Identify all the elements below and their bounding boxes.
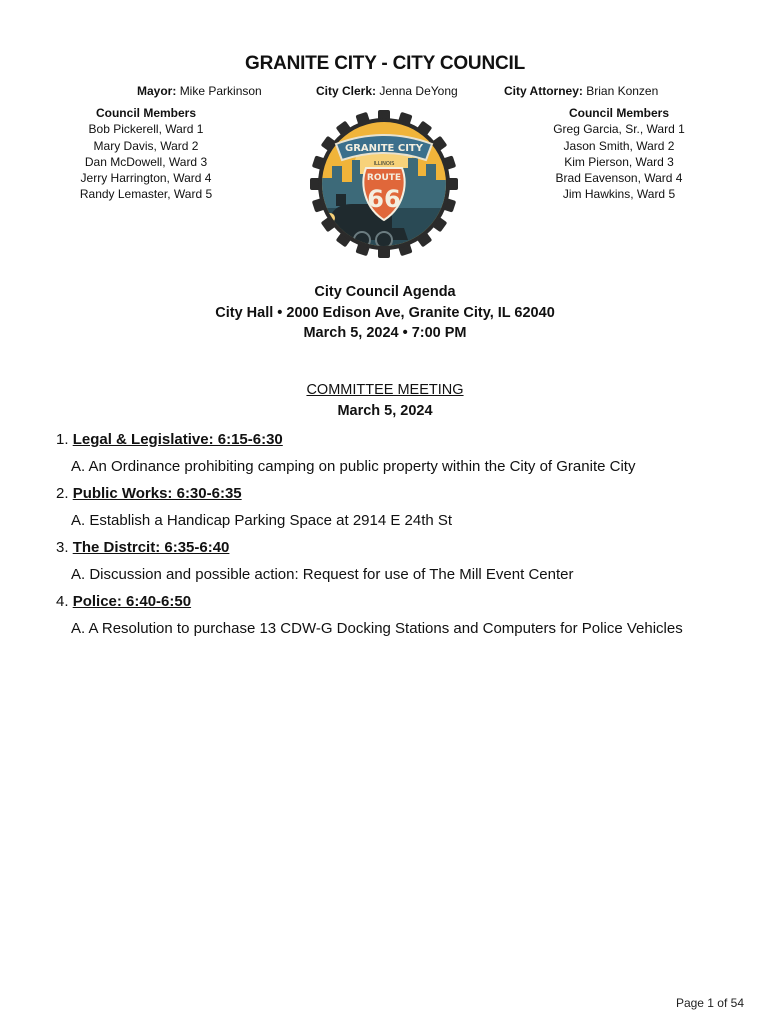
agenda-item xyxy=(56,538,716,585)
item-label: Police: 6:40-6:50 xyxy=(72,593,192,610)
mayor-label: Mayor: xyxy=(137,84,177,98)
council-members-heading: Council Members xyxy=(95,106,197,120)
mayor-line xyxy=(137,84,262,98)
agenda-location: City Hall • 2000 Edison Ave, Granite City, IL 62040 xyxy=(215,304,555,321)
attorney-line xyxy=(504,84,658,98)
seal-banner-text: GRANITE CITY xyxy=(345,143,423,154)
council-member: Mary Davis, Ward 2 xyxy=(93,138,199,153)
item-label: The Distrcit: 6:35-6:40 xyxy=(72,539,230,556)
clerk-label: City Clerk: xyxy=(316,84,377,98)
council-member: Randy Lemaster, Ward 5 xyxy=(79,187,213,202)
item-label: Public Works: 6:30-6:35 xyxy=(72,485,242,502)
city-seal-logo xyxy=(308,108,460,260)
page-title: GRANITE CITY - CITY COUNCIL xyxy=(245,53,525,74)
agenda-item xyxy=(56,484,716,531)
item-label: Legal & Legislative: 6:15-6:30 xyxy=(72,431,283,448)
council-member: Kim Pierson, Ward 3 xyxy=(564,154,674,169)
seal-shield-number: 66 xyxy=(367,185,401,213)
seal-sub-text: ILLINOIS xyxy=(373,161,395,167)
item-sub: A. An Ordinance prohibiting camping on public property within the City of Granite City xyxy=(71,458,636,475)
item-number: 3. xyxy=(56,539,69,556)
committee-date: March 5, 2024 xyxy=(337,403,433,419)
council-members-right xyxy=(519,105,719,203)
council-member: Bob Pickerell, Ward 1 xyxy=(88,122,204,137)
committee-title: COMMITTEE MEETING xyxy=(306,382,464,398)
council-members-left xyxy=(46,105,246,203)
item-sub: A. Discussion and possible action: Request for use of The Mill Event Center xyxy=(71,566,574,583)
council-member: Jim Hawkins, Ward 5 xyxy=(562,187,676,202)
agenda-items xyxy=(56,430,716,646)
item-number: 4. xyxy=(56,593,69,610)
agenda-item xyxy=(56,592,716,639)
item-sub: A. Establish a Handicap Parking Space at 2914 E 24th St xyxy=(71,512,453,529)
agenda-title: City Council Agenda xyxy=(314,284,456,300)
attorney-label: City Attorney: xyxy=(504,84,583,98)
clerk-line xyxy=(316,84,458,98)
council-members-heading: Council Members xyxy=(568,106,670,120)
seal-shield-top: ROUTE xyxy=(366,173,402,183)
council-member: Greg Garcia, Sr., Ward 1 xyxy=(553,122,685,137)
agenda-item xyxy=(56,430,716,477)
agenda-header xyxy=(0,282,770,344)
council-member: Dan McDowell, Ward 3 xyxy=(84,154,208,169)
agenda-datetime: March 5, 2024 • 7:00 PM xyxy=(303,325,467,341)
attorney-name: Brian Konzen xyxy=(586,84,659,98)
clerk-name: Jenna DeYong xyxy=(379,84,458,98)
item-sub: A. A Resolution to purchase 13 CDW-G Docking Stations and Computers for Police Vehicles xyxy=(71,620,683,637)
item-number: 1. xyxy=(56,431,69,448)
council-member: Jason Smith, Ward 2 xyxy=(563,138,675,153)
council-member: Jerry Harrington, Ward 4 xyxy=(80,171,212,186)
item-number: 2. xyxy=(56,485,69,502)
committee-header xyxy=(0,380,770,422)
mayor-name: Mike Parkinson xyxy=(179,84,262,98)
page-number: Page 1 of 54 xyxy=(675,996,744,1010)
council-member: Brad Eavenson, Ward 4 xyxy=(555,171,683,186)
